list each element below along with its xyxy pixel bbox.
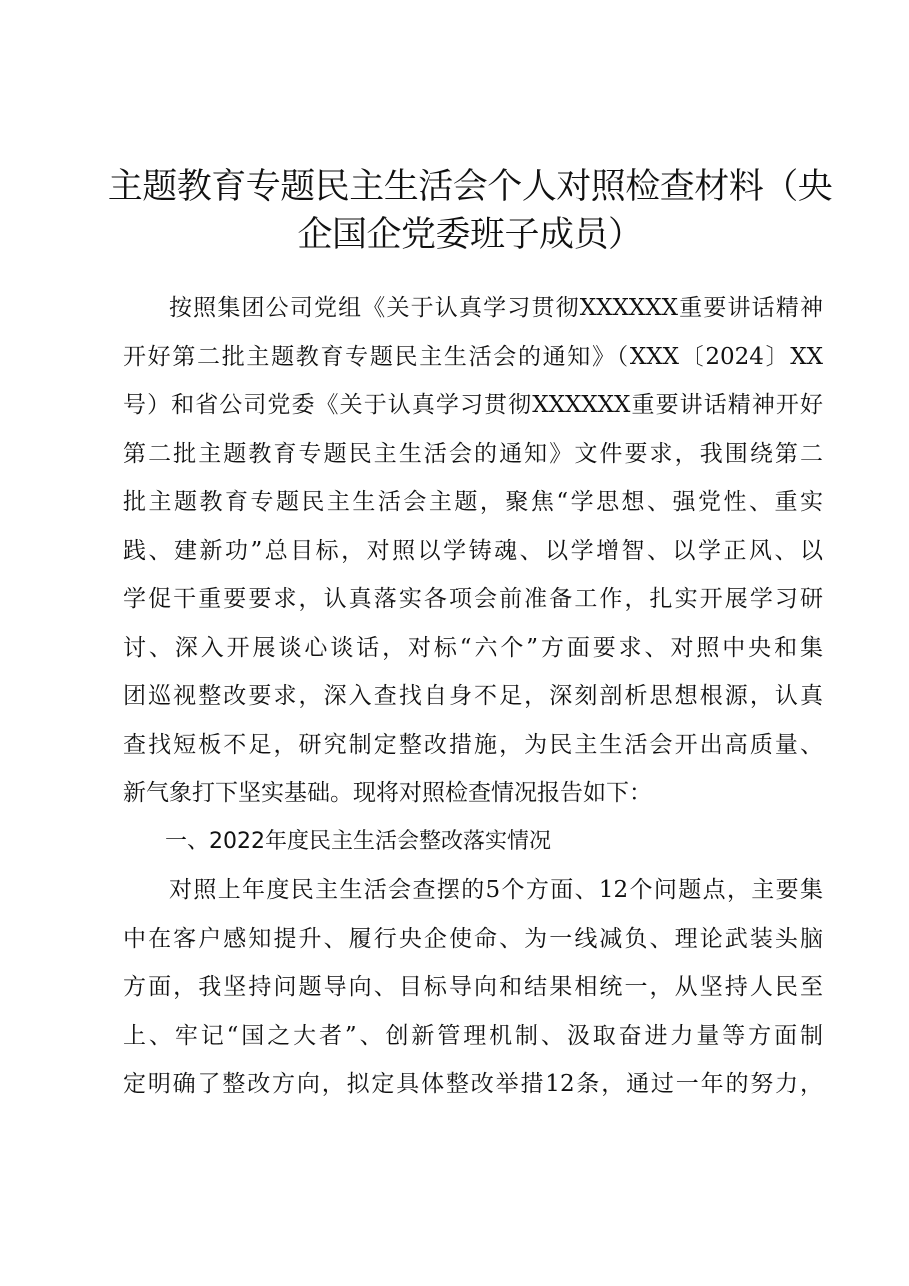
paragraph-line: 上、牢记“国之大者”、创新管理机制、汲取奋进力量等方面制 bbox=[123, 1022, 823, 1049]
paragraph-line: 新气象打下坚实基础。现将对照检查情况报告如下： bbox=[123, 780, 652, 806]
paragraph-line: 按照集团公司党组《关于认真学习贯彻XXXXXX重要讲话精神 bbox=[169, 295, 823, 321]
paragraph-intro bbox=[123, 284, 823, 818]
paragraph-line: 第二批主题教育专题民主生活会的通知》文件要求，我围绕第二 bbox=[123, 440, 823, 467]
section-heading: 一、2022年度民主生活会整改落实情况 bbox=[165, 828, 551, 854]
title-line: 企国企党委班子成员） bbox=[297, 215, 643, 255]
document-body bbox=[123, 284, 823, 1109]
paragraph-line: 号）和省公司党委《关于认真学习贯彻XXXXXX重要讲话精神开好 bbox=[123, 392, 823, 418]
paragraph-line: 讨、深入开展谈心谈话，对标“六个”方面要求、对照中央和集 bbox=[123, 634, 823, 661]
paragraph-line: 查找短板不足，研究制定整改措施，为民主生活会开出高质量、 bbox=[123, 731, 823, 758]
paragraph-line: 开好第二批主题教育专题民主生活会的通知》（XXX〔2024〕XX bbox=[123, 343, 823, 370]
paragraph-line: 团巡视整改要求，深入查找自身不足，深刻剖析思想根源，认真 bbox=[123, 683, 823, 709]
paragraph-line: 方面，我坚持问题导向、目标导向和结果相统一，从坚持人民至 bbox=[123, 974, 823, 1000]
paragraph-line: 学促干重要要求，认真落实各项会前准备工作，扎实开展学习研 bbox=[123, 586, 823, 612]
paragraph-line: 践、建新功”总目标，对照以学铸魂、以学增智、以学正风、以 bbox=[123, 537, 823, 564]
document-title bbox=[100, 163, 840, 259]
paragraph-rectification bbox=[123, 866, 823, 1109]
paragraph-line: 定明确了整改方向，拟定具体整改举措12条，通过一年的努力， bbox=[123, 1071, 823, 1097]
paragraph-line: 批主题教育专题民主生活会主题，聚焦“学思想、强党性、重实 bbox=[123, 489, 823, 515]
paragraph-line: 中在客户感知提升、履行央企使命、为一线减负、理论武装头脑 bbox=[123, 925, 823, 952]
paragraph-line: 对照上年度民主生活会查摆的5个方面、12个问题点，主要集 bbox=[169, 877, 823, 903]
title-line: 主题教育专题民主生活会个人对照检查材料（央 bbox=[107, 167, 833, 207]
